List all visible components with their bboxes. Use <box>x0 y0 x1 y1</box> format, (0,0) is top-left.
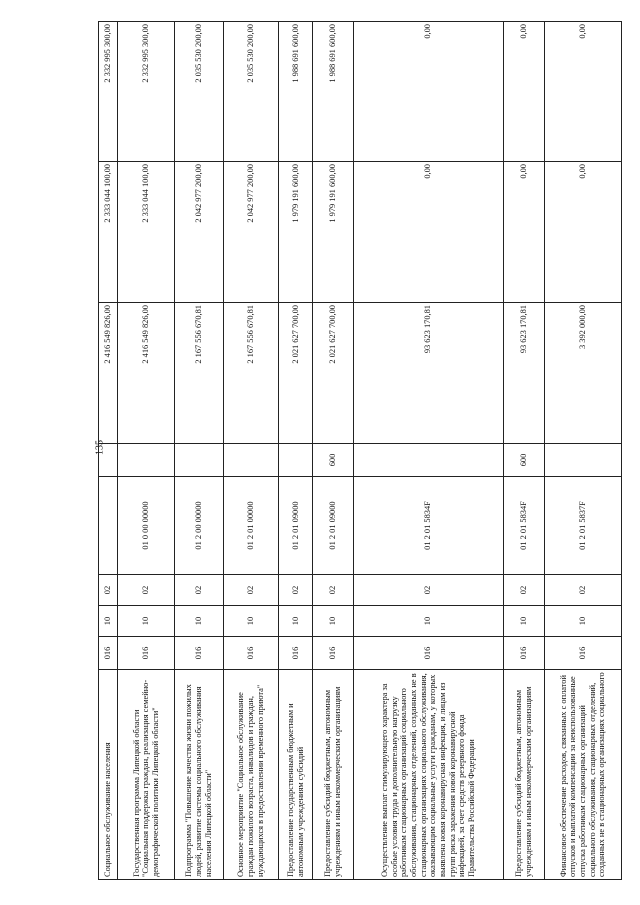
expense-type-cell <box>353 444 503 477</box>
amount-year2-cell: 2 333 044 100,00 <box>99 162 118 303</box>
expense-type-cell <box>279 444 313 477</box>
target-article-cell: 01 2 01 5834F <box>353 477 503 575</box>
table-row <box>544 22 621 880</box>
ministry-code-cell: 016 <box>223 637 279 670</box>
table-row <box>223 22 279 880</box>
ministry-code-cell: 016 <box>99 637 118 670</box>
amount-year3-cell: 0,00 <box>544 22 621 162</box>
amount-year2-cell: 2 042 977 200,00 <box>223 162 279 303</box>
ministry-code-cell: 016 <box>175 637 223 670</box>
ministry-code-cell: 016 <box>313 637 354 670</box>
amount-year1-cell: 2 167 556 670,81 <box>175 303 223 444</box>
table-row <box>99 22 118 880</box>
amount-year3-cell: 0,00 <box>353 22 503 162</box>
table-row <box>313 22 354 880</box>
row-name-cell: Финансовое обеспечение расходов, связанных с оплатой отпусков и выплатой компенсации за неиспользованные отпуска работникам стационарных организаций социального обслуживания, стационарных отделений, созданных не в стационарных организациях социального <box>544 670 621 880</box>
page-number: 135 <box>94 440 106 455</box>
amount-year3-cell: 2 035 530 200,00 <box>223 22 279 162</box>
target-article-cell: 01 2 01 09000 <box>313 477 354 575</box>
row-name-cell: Социальное обслуживание населения <box>99 670 118 880</box>
amount-year2-cell: 2 333 044 100,00 <box>118 162 175 303</box>
section-code-cell: 10 <box>279 606 313 637</box>
ministry-code-cell: 016 <box>503 637 544 670</box>
amount-year3-cell: 1 988 691 600,00 <box>279 22 313 162</box>
subsection-code-cell: 02 <box>118 575 175 606</box>
amount-year1-cell: 3 392 000,00 <box>544 303 621 444</box>
section-code-cell: 10 <box>353 606 503 637</box>
table-row <box>118 22 175 880</box>
section-code-cell: 10 <box>223 606 279 637</box>
subsection-code-cell: 02 <box>544 575 621 606</box>
budget-table-container <box>98 22 622 880</box>
table-body <box>99 22 622 880</box>
amount-year2-cell: 0,00 <box>544 162 621 303</box>
ministry-code-cell: 016 <box>118 637 175 670</box>
amount-year1-cell: 2 416 549 826,00 <box>118 303 175 444</box>
subsection-code-cell: 02 <box>223 575 279 606</box>
row-name-cell: Основное мероприятие "Социальное обслуживание граждан пожилого возраста, инвалидов и граждан, нуждающихся в предоставлении временного приюта" <box>223 670 279 880</box>
amount-year2-cell: 0,00 <box>503 162 544 303</box>
subsection-code-cell: 02 <box>503 575 544 606</box>
amount-year2-cell: 1 979 191 600,00 <box>279 162 313 303</box>
amount-year1-cell: 2 416 549 826,00 <box>99 303 118 444</box>
amount-year1-cell: 2 021 627 700,00 <box>313 303 354 444</box>
row-name-cell: Государственная программа Липецкой области "Социальная поддержка граждан, реализация семейно-демографической политики Липецкой области" <box>118 670 175 880</box>
section-code-cell: 10 <box>544 606 621 637</box>
amount-year3-cell: 2 332 995 300,00 <box>99 22 118 162</box>
table-row <box>503 22 544 880</box>
amount-year2-cell: 2 042 977 200,00 <box>175 162 223 303</box>
expense-type-cell: 600 <box>313 444 354 477</box>
amount-year2-cell: 1 979 191 600,00 <box>313 162 354 303</box>
target-article-cell: 01 2 01 5834F <box>503 477 544 575</box>
expense-type-cell <box>544 444 621 477</box>
expense-type-cell <box>99 444 118 477</box>
table-row <box>353 22 503 880</box>
table-row <box>279 22 313 880</box>
subsection-code-cell: 02 <box>99 575 118 606</box>
expense-type-cell <box>118 444 175 477</box>
amount-year1-cell: 2 167 556 670,81 <box>223 303 279 444</box>
ministry-code-cell: 016 <box>279 637 313 670</box>
section-code-cell: 10 <box>175 606 223 637</box>
target-article-cell: 01 2 01 09000 <box>279 477 313 575</box>
subsection-code-cell: 02 <box>353 575 503 606</box>
subsection-code-cell: 02 <box>313 575 354 606</box>
subsection-code-cell: 02 <box>175 575 223 606</box>
target-article-cell <box>99 477 118 575</box>
amount-year1-cell: 93 623 170,81 <box>503 303 544 444</box>
budget-table <box>98 21 622 880</box>
target-article-cell: 01 0 00 00000 <box>118 477 175 575</box>
amount-year3-cell: 0,00 <box>503 22 544 162</box>
subsection-code-cell: 02 <box>279 575 313 606</box>
table-row <box>175 22 223 880</box>
target-article-cell: 01 2 01 00000 <box>223 477 279 575</box>
amount-year1-cell: 93 623 170,81 <box>353 303 503 444</box>
amount-year3-cell: 2 035 530 200,00 <box>175 22 223 162</box>
section-code-cell: 10 <box>503 606 544 637</box>
amount-year3-cell: 2 332 995 300,00 <box>118 22 175 162</box>
row-name-cell: Подпрограмма "Повышение качества жизни пожилых людей, развитие системы социального обслуживания населения Липецкой области" <box>175 670 223 880</box>
row-name-cell: Предоставление субсидий бюджетным, автономным учреждениям и иным некоммерческим организациям <box>313 670 354 880</box>
amount-year1-cell: 2 021 627 700,00 <box>279 303 313 444</box>
amount-year2-cell: 0,00 <box>353 162 503 303</box>
section-code-cell: 10 <box>313 606 354 637</box>
target-article-cell: 01 2 00 00000 <box>175 477 223 575</box>
ministry-code-cell: 016 <box>544 637 621 670</box>
row-name-cell: Предоставление субсидий бюджетным, автономным учреждениям и иным некоммерческим организациям <box>503 670 544 880</box>
expense-type-cell <box>223 444 279 477</box>
row-name-cell: Осуществление выплат стимулирующего характера за особые условия труда и дополнительную нагрузку работникам стационарных организаций социального обслуживания, стационарных отделений, созданных не в стационарных организациях социального обслуживания, оказывающим социальные услуги гражданам, у которых выявлена новая коронавирусная инфекция, и лицам из групп риска заражения новой коронавирусной инфекцией, за счет средств резервного фонда Правительства Российской Федерации <box>353 670 503 880</box>
expense-type-cell <box>175 444 223 477</box>
amount-year3-cell: 1 988 691 600,00 <box>313 22 354 162</box>
section-code-cell: 10 <box>99 606 118 637</box>
expense-type-cell: 600 <box>503 444 544 477</box>
section-code-cell: 10 <box>118 606 175 637</box>
target-article-cell: 01 2 01 5837F <box>544 477 621 575</box>
row-name-cell: Предоставление государственным бюджетным и автономным учреждениям субсидий <box>279 670 313 880</box>
ministry-code-cell: 016 <box>353 637 503 670</box>
